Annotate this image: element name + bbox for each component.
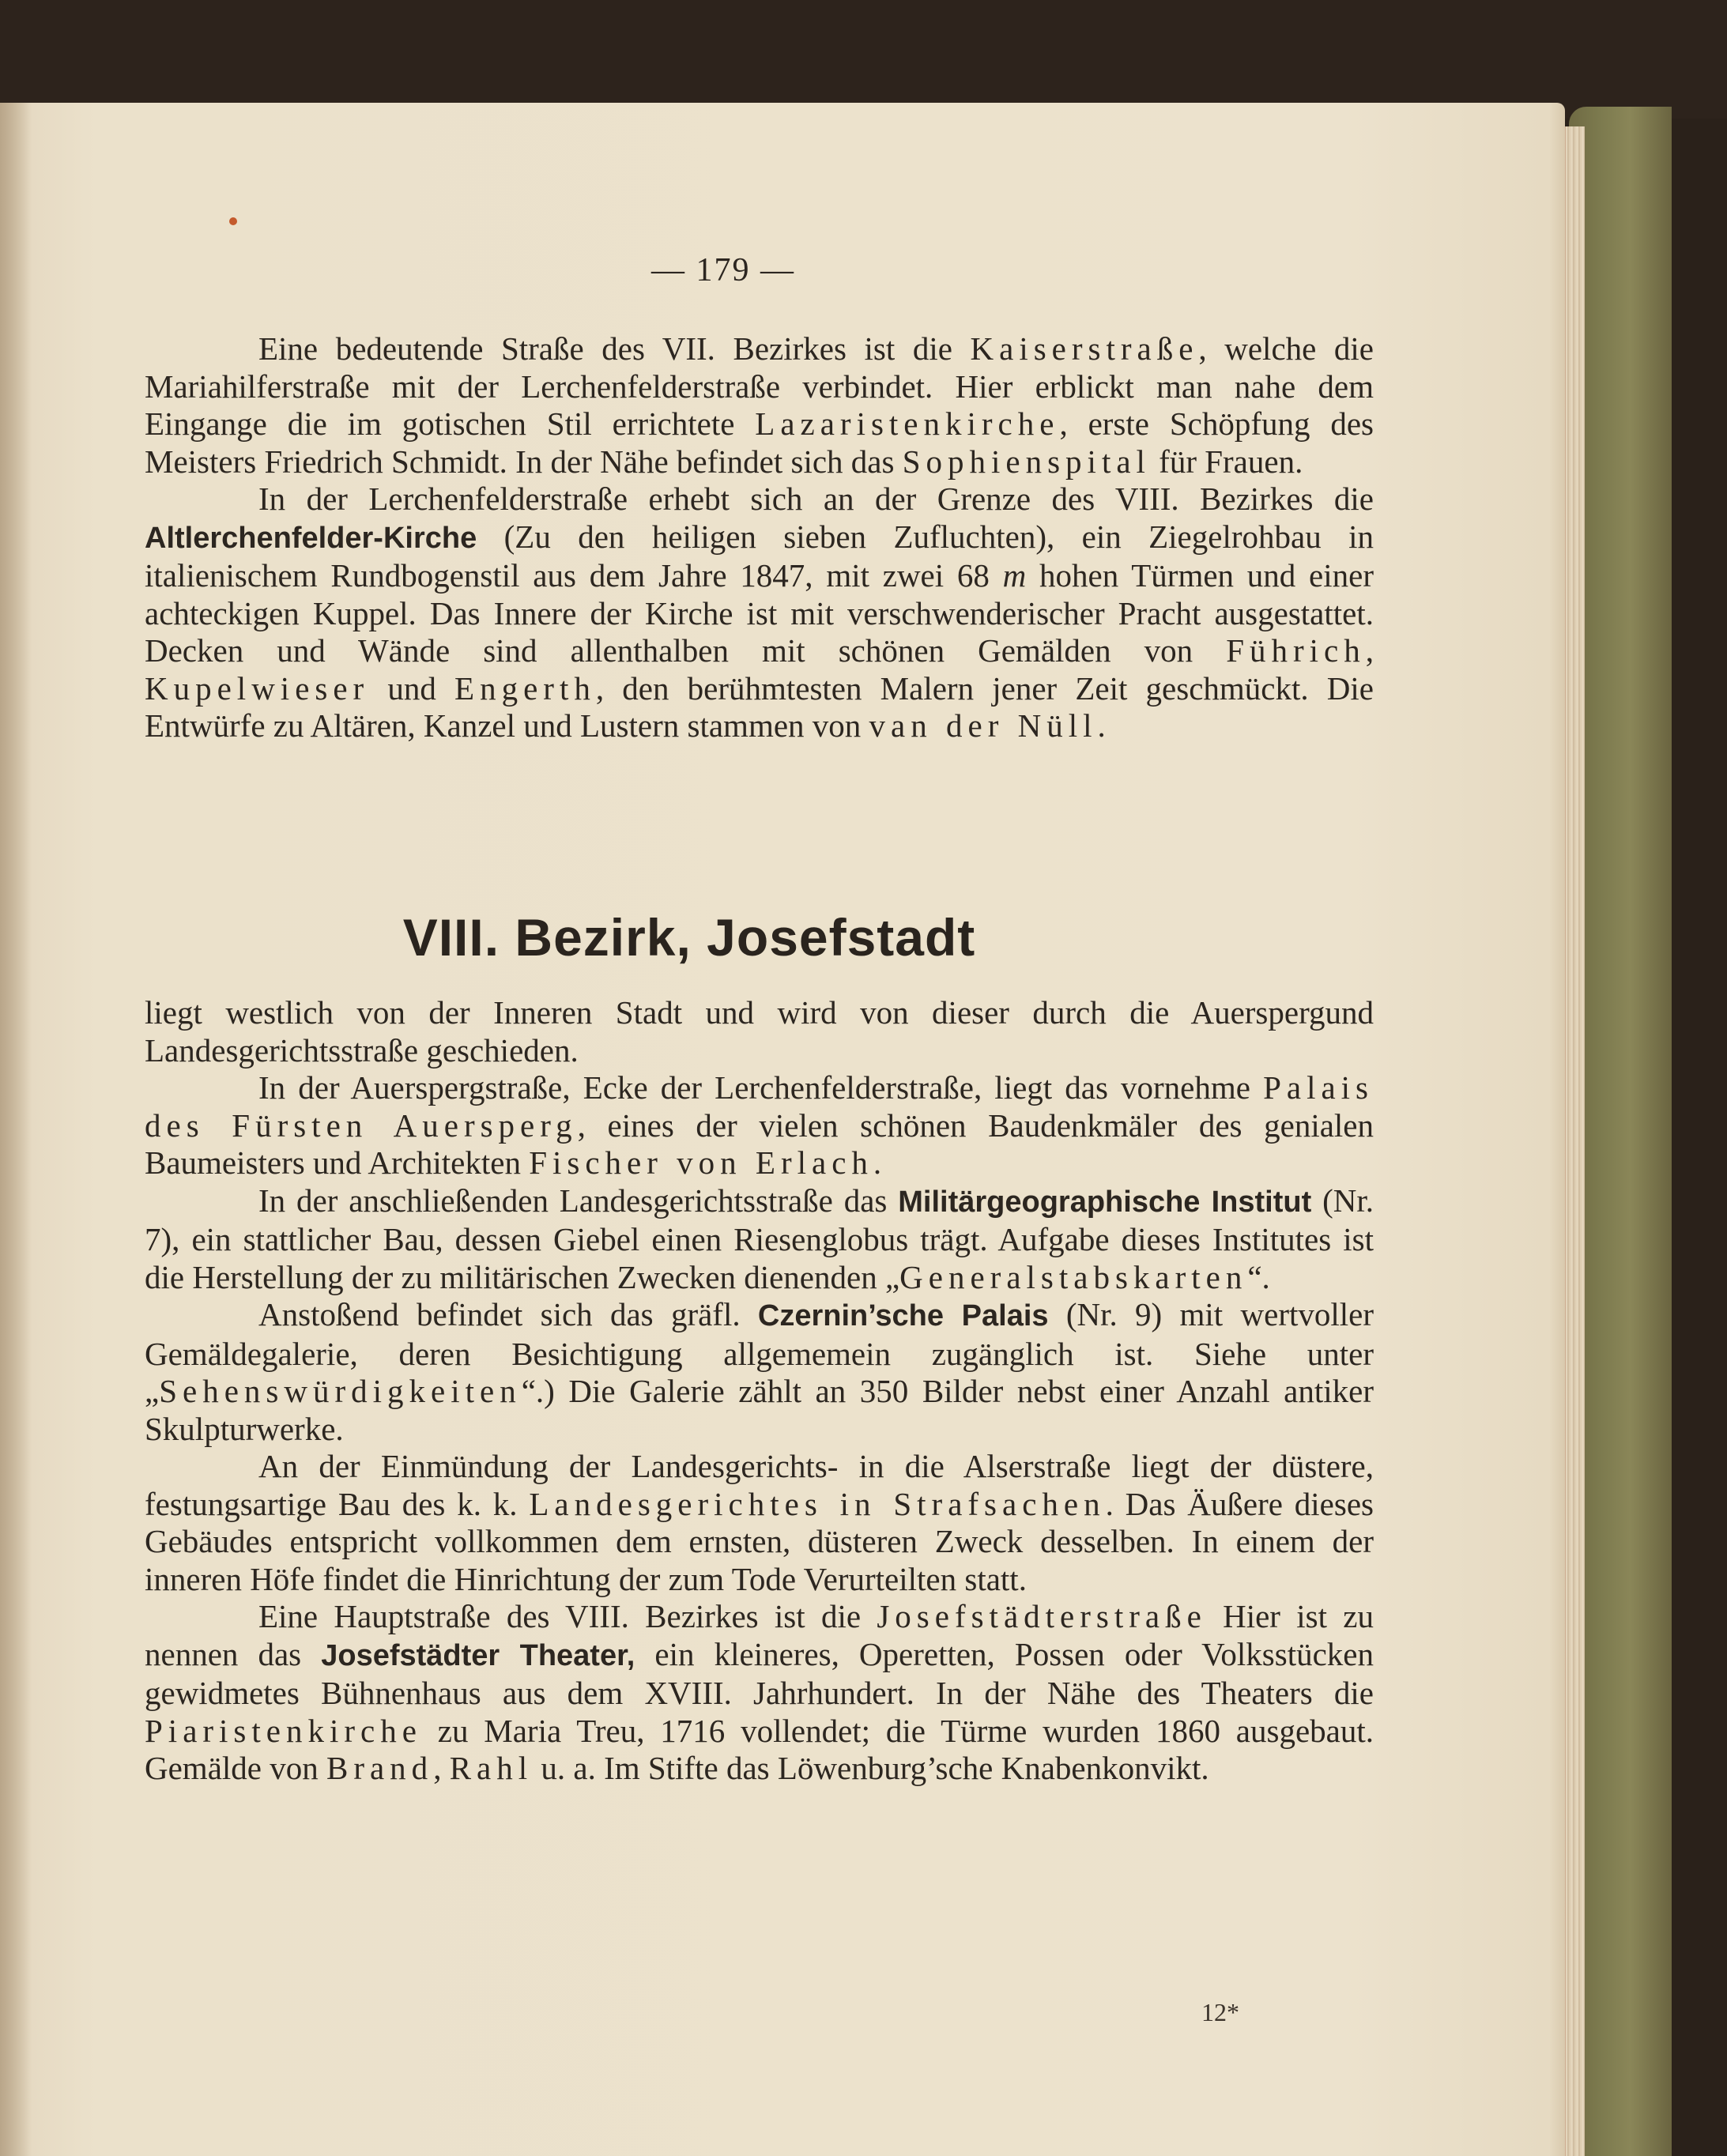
text-run: (Nr. 7), ein stattlicher Bau, dessen Giebel einen Riesenglobus trägt. Aufgabe dieses Institutes ist die Herstellung der zu militärischen Zwecken dienenden „: [145, 1182, 1374, 1295]
text-run: An der Einmündung der Landesgerichts- in die Alserstraße liegt der düstere, festungsartige Bau des k. k.: [145, 1448, 1374, 1522]
signature-mark: 12*: [1201, 1998, 1239, 2026]
section-josefstadt: [145, 994, 1374, 1788]
spaced-term: Engerth: [454, 669, 596, 707]
spaced-term: Rahl: [449, 1750, 534, 1786]
text-run: Eine Hauptstraße des VIII. Bezirkes ist die: [258, 1598, 877, 1634]
text-run: Anstoßend befindet sich das gräfl.: [258, 1296, 758, 1332]
text-run: .: [873, 1144, 882, 1181]
text-run: , eines der vielen schönen Baudenkmäler des genialen Baumeisters und Architekten: [145, 1106, 1374, 1181]
text-run: “.: [1247, 1258, 1270, 1295]
text-run: “.) Die Galerie zählt an 350 Bilder nebst einer Anzahl antiker Skulpturwerke.: [145, 1373, 1374, 1447]
text-run: zu Maria Treu, 1716 vollendet; die Türme wurden 1860 ausgebaut. Gemälde von: [145, 1712, 1374, 1786]
spaced-term: Sophienspital: [902, 443, 1151, 480]
text-run: .: [1097, 707, 1106, 744]
paragraph: [145, 1182, 1374, 1297]
text-run: (Zu den heiligen sieben Zufluchten), ein Ziegelrohbau in italienischem Rundbogenstil aus dem Jahre 1847, mit zwei 68: [145, 518, 1374, 594]
spaced-term: Kaiserstraße: [970, 330, 1199, 367]
text-run: , den berühmtesten Malern jener Zeit geschmückt. Die Entwürfe zu Altären, Kanzel und Lustern stammen von: [145, 669, 1374, 744]
spaced-term: Kupelwieser: [145, 669, 370, 707]
text-run: ,: [1365, 632, 1374, 669]
spaced-term: van der Nüll: [869, 707, 1098, 744]
bold-term: Militärgeographische Institut: [898, 1185, 1312, 1219]
text-run: liegt westlich von der Inneren Stadt und wird von dieser durch die Auerspergund Landesgerichtsstraße geschieden.: [145, 994, 1374, 1069]
spaced-term: Generalstabskarten: [899, 1258, 1248, 1295]
text-run: ,: [433, 1750, 450, 1786]
paragraph: [145, 1296, 1374, 1448]
text-run: , welche die Mariahilferstraße mit der Lerchenfelderstraße verbindet. Hier erblickt man nahe dem Eingange die im gotischen Stil errichtete: [145, 330, 1374, 442]
paragraph: [145, 1598, 1374, 1788]
spaced-term: Josefstädterstraße: [877, 1598, 1207, 1634]
spaced-term: Führich: [1226, 632, 1366, 669]
text-run: , erste Schöpfung des Meisters Friedrich Schmidt. In der Nähe befindet sich das: [145, 405, 1374, 480]
bold-term: Czernin’sche Palais: [757, 1299, 1049, 1332]
spaced-term: Landesgerichtes in Strafsachen: [529, 1485, 1106, 1522]
text-run: (Nr. 9) mit wertvoller Gemäldegalerie, deren Besichtigung allgememein zugänglich ist. Siehe unter „: [145, 1296, 1374, 1409]
text-run: In der anschließenden Landesgerichtsstraße das: [258, 1182, 899, 1219]
paragraph: [145, 481, 1374, 745]
spaced-term: Fischer von Erlach: [529, 1144, 873, 1181]
paragraph: [145, 330, 1374, 481]
paragraph: [145, 994, 1374, 1069]
spaced-term: Brand: [326, 1750, 434, 1786]
spaced-term: Sehenswürdigkeiten: [159, 1373, 522, 1409]
spaced-term: Piaristenkirche: [145, 1712, 422, 1749]
paragraph: [145, 1448, 1374, 1598]
spaced-term: Lazaristenkirche: [755, 405, 1060, 442]
text-run: ein kleineres, Operetten, Possen oder Volksstücken gewidmetes Bühnenhaus aus dem XVIII. Jahrhundert. In der Nähe des Theaters die: [145, 1635, 1374, 1711]
paragraph: [145, 1069, 1374, 1182]
text-run: für Frauen.: [1150, 443, 1303, 480]
text-run: . Das Äußere dieses Gebäudes entspricht vollkommen dem ernsten, düsteren Zweck desselben. In einem der inneren Höfe findet die Hinrichtung der zum Tode Verurteilten statt.: [145, 1485, 1374, 1597]
text-run: Eine bedeutende Straße des VII. Bezirkes ist die: [258, 330, 971, 367]
text-run: u. a. Im Stifte das Löwenburg’sche Knabenkonvikt.: [533, 1750, 1209, 1786]
ink-speck: [229, 217, 237, 225]
bold-term: Josefstädter Theater,: [321, 1638, 635, 1672]
text-run: In der Auerspergstraße, Ecke der Lerchenfelderstraße, liegt das vornehme: [258, 1069, 1264, 1106]
text-run: In der Lerchenfelderstraße erhebt sich an der Grenze des VIII. Bezirkes die: [258, 481, 1374, 517]
text-run: Hier ist zu nennen das: [145, 1598, 1374, 1672]
scan-background: [0, 0, 1727, 119]
italic-unit: m: [1002, 557, 1027, 594]
section-kaiserstrasse: [145, 330, 1374, 745]
bold-term: Altlerchenfelder-Kirche: [145, 521, 477, 555]
page-number: — 179 —: [651, 252, 795, 288]
text-run: und: [369, 669, 455, 707]
text-run: hohen Türmen und einer achteckigen Kuppel. Das Innere der Kirche ist mit verschwenderischer Pracht ausgestattet. Decken und Wände sind allenthalben mit schönen Gemälden von: [145, 557, 1374, 669]
section-heading: VIII. Bezirk, Josefstadt: [402, 908, 976, 967]
spaced-term: Palais des Fürsten Auersperg: [145, 1069, 1374, 1144]
page-gutter-shadow: [0, 103, 32, 2156]
